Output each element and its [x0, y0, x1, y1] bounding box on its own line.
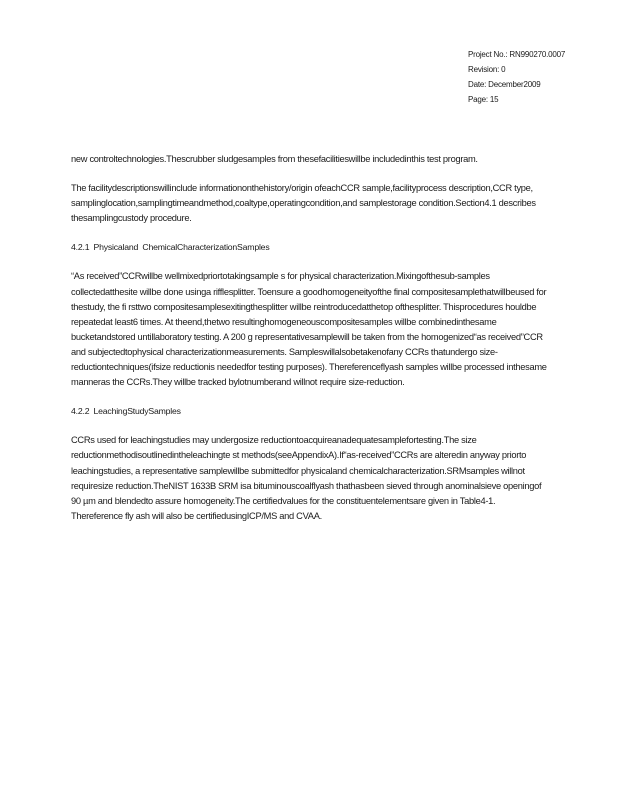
document-body: [71, 152, 549, 538]
section-heading-4-2-1: 4.2.1 Physicaland ChemicalCharacterizationSamples: [71, 242, 270, 253]
paragraph-leaching-samples: CCRs used for leachingstudies may undergosize reductiontoacquireanadequatesamplefortesting.The size reductionmethodisoutlinedintheleachingte st methods(seeAppendixA).If“as-received”CCRs are alteredin anyway priorto leachingstudies, a representative samplewillbe submittedfor physicaland chemicalcharacterization.SRMsamples willnot requiresize reduction.TheNIST 1633B SRM isa bituminouscoalflyash thathasbeen sieved through anominalsieve openingof 90 µm and blendedto assure homogeneity.The certifiedvalues for the constituentelementsare given in Table4-1. Thereference fly ash will also be certifiedusingICP/MS and CVAA.: [71, 435, 542, 521]
revision-number: Revision: 0: [468, 65, 506, 74]
paragraph-continuation: new controltechnologies.Thescrubber sludgesamples from thesefacilitieswillbe includedinthis test program.: [71, 154, 478, 164]
section-heading-4-2-2: 4.2.2 LeachingStudySamples: [71, 406, 181, 417]
paragraph-facility-descriptions: The facilitydescriptionswillinclude informationonthehistory/origin ofeachCCR sample,facilityprocess description,CCR type, samplinglocation,samplingtimeandmethod,coaltype,operatingcondition,and samplestorage condition.Section4.1 describes thesamplingcustody procedure.: [71, 183, 536, 224]
page-number: Page: 15: [468, 95, 499, 104]
paragraph-physical-characterization: “As received”CCRwillbe wellmixedpriortotakingsample s for physical characterization.Mixingofthesub-samples collectedatthesite willbe done usinga rifflesplitter. Toensure a goodhomogeneityofthe final compositesamplethatwillbeused for thestudy, the fi rsttwo compositesamplesexitingthesplitter willbe reintroducedatthetop ofthesplitter. Thisprocedures houldbe repeatedat least6 times. At theend,thetwo resultinghomogeneouscompositesamples willbe combinedinthesame bucketandstored untillaboratory testing. A 200 g representativesamplewill be taken from the homogenized“as received”CCR and subjectedtophysical characterizationmeasurements. Sampleswillalsobetakenofany CCRs thatundergo size-reductiontechniques(ifsize reductionis neededfor testing purposes). Thereferenceflyash samples willbe processed inthesame manneras the CCRs.They willbe tracked bylotnumberand willnot require size-reduction.: [71, 271, 547, 388]
page-header: [468, 47, 613, 107]
document-date: Date: December2009: [468, 80, 541, 89]
project-number: Project No.: RN990270.0007: [468, 50, 566, 59]
